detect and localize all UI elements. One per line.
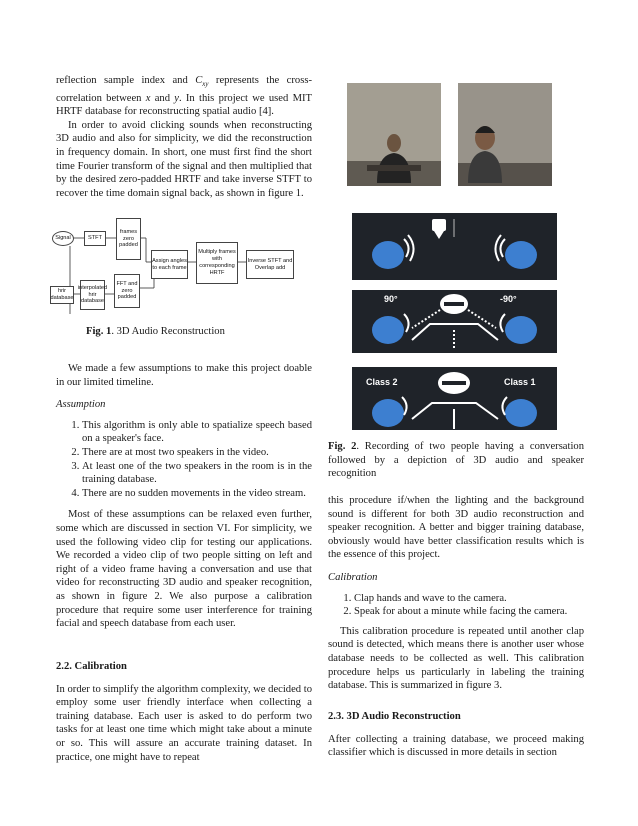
node-hrir-database: hrir database: [50, 286, 74, 304]
class-left-label: Class 2: [366, 377, 398, 387]
p1-pre: reflection sample index and: [56, 75, 196, 86]
right-column-text: [328, 494, 584, 693]
left-column-middle: [56, 362, 312, 631]
paragraph-stft: In order to avoid clicking sounds when reconstructing 3D audio and also for simplicity, we did the reconstruction in frequency domain. In short, one must first find the short time Fourier transform of the signal and then multiplied that by the desired zero-padded HRTF and take inverse STFT to recover the time domain signal back, as shown in figure 1.: [56, 119, 312, 199]
p1-var: C: [195, 75, 203, 86]
p1-y: y: [174, 92, 179, 104]
assumption-list: [56, 419, 312, 501]
node-stft: STFT: [84, 231, 106, 246]
person-left-image: [347, 83, 441, 186]
node-signal: Signal: [52, 231, 74, 246]
paragraph-video-clip: Most of these assumptions can be relaxed even further, some which are discussed in section VI. For simplicity, we used the following video clip for testing our applications. We recorded a video clip of two people sitting on left and right of a video frame having a conversation and use that video for reconstructing 3D audio and speaker recognition, as shown in figure 2. We also purpose a calibration procedure that require some user interference for training facial and speech database from each user.: [56, 509, 312, 630]
panel-audio-sources: [352, 213, 557, 280]
panel-angles: [352, 290, 557, 353]
fig2-text: . Recording of two people having a conversation followed by a depiction of 3D audio and speaker recognition: [328, 441, 584, 480]
calibration-step: 1. Clap hands and wave to the camera.: [354, 592, 584, 606]
paragraph-assumptions-intro: We made a few assumptions to make this project doable in our limited timeline.: [56, 363, 312, 388]
paragraph-repeat-procedure: this procedure if/when the lighting and the background sound is different for both 3D audio reconstruction and speaker recognition. A better and bigger training database, obviously would have better classification results which is the essence of this project.: [328, 495, 584, 561]
assumption-item: 3. At least one of the two speakers in the room is in the training database.: [82, 460, 312, 487]
photo-right-speaker: [458, 83, 552, 186]
figure-1-caption: [86, 325, 225, 339]
node-inverse-stft: Inverse STFT and Overlap add: [246, 250, 294, 279]
angle-left-label: 90°: [384, 294, 398, 304]
calibration-steps: [328, 592, 584, 619]
section-2-2-heading: 2.2. Calibration: [56, 661, 127, 672]
node-fft-zero-padded: FFT and zero padded: [114, 274, 140, 308]
p1-mid: represents the cross-correlation between: [56, 75, 312, 104]
fig1-label: Fig. 1: [86, 326, 112, 337]
section-2-3: [328, 710, 584, 760]
class-right-label: Class 1: [504, 377, 536, 387]
figure-2-caption: [328, 440, 584, 481]
person-right-image: [458, 83, 552, 186]
p1-sub: xy: [202, 80, 209, 89]
p1-and: and: [150, 92, 175, 104]
paragraph-calibration-repeat: This calibration procedure is repeated until another clap sound is detected, which means there is another user whose database needs to be collected as well. This calibration procedure helps us particularly in labeling the training database. This is summarized in figure 3.: [328, 625, 584, 692]
assumption-heading: Assumption: [56, 399, 106, 411]
calibration-heading: Calibration: [328, 571, 378, 583]
angle-right-label: -90°: [500, 294, 517, 304]
node-interpolated-hrir: interpolated hrir database: [80, 280, 105, 310]
calibration-step: 2. Speak for about a minute while facing the camera.: [354, 605, 584, 619]
node-assign-angles: Assign angles to each frame: [151, 250, 188, 279]
p1-x: x: [145, 92, 151, 104]
assumption-item: 2. There are at most two speakers in the video.: [82, 446, 312, 460]
panel-speaker-classes: [352, 367, 557, 430]
paragraph-classifier: After collecting a training database, we proceed making classifier which is discussed in more details in section: [328, 733, 584, 759]
left-column-top: [56, 74, 312, 200]
panel-1-graphic: [352, 213, 557, 280]
figure-1-diagram: [50, 214, 312, 314]
section-2-3-heading: 2.3. 3D Audio Reconstruction: [328, 711, 461, 722]
p1-post: . In this project we used MIT HRTF database for reconstructing spatial audio [4].: [56, 92, 312, 118]
assumption-item: 4. There are no sudden movements in the video stream.: [82, 487, 312, 501]
fig1-text: . 3D Audio Reconstruction: [111, 326, 225, 337]
node-frames-zero-padded: frames zero padded: [116, 218, 141, 260]
fig2-label: Fig. 2: [328, 441, 357, 452]
assumption-item: 1. This algorithm is only able to spatialize speech based on a speaker's face.: [82, 419, 312, 446]
node-multiply-hrtf: Multiply frames with corresponding HRTF: [196, 242, 238, 284]
photo-left-speaker: [347, 83, 441, 186]
section-2-2: [56, 660, 312, 764]
panel-2-graphic: [352, 290, 557, 353]
paragraph-hrtf: [56, 74, 312, 119]
paragraph-calibration: In order to simplify the algorithm complexity, we decided to employ some user friendly interface when collecting a training database. Each user is asked to do perform two tasks for at least one time which might take about a minute or so. This will assure an accurate training dataset. In practice, one might have to repeat: [56, 683, 312, 763]
